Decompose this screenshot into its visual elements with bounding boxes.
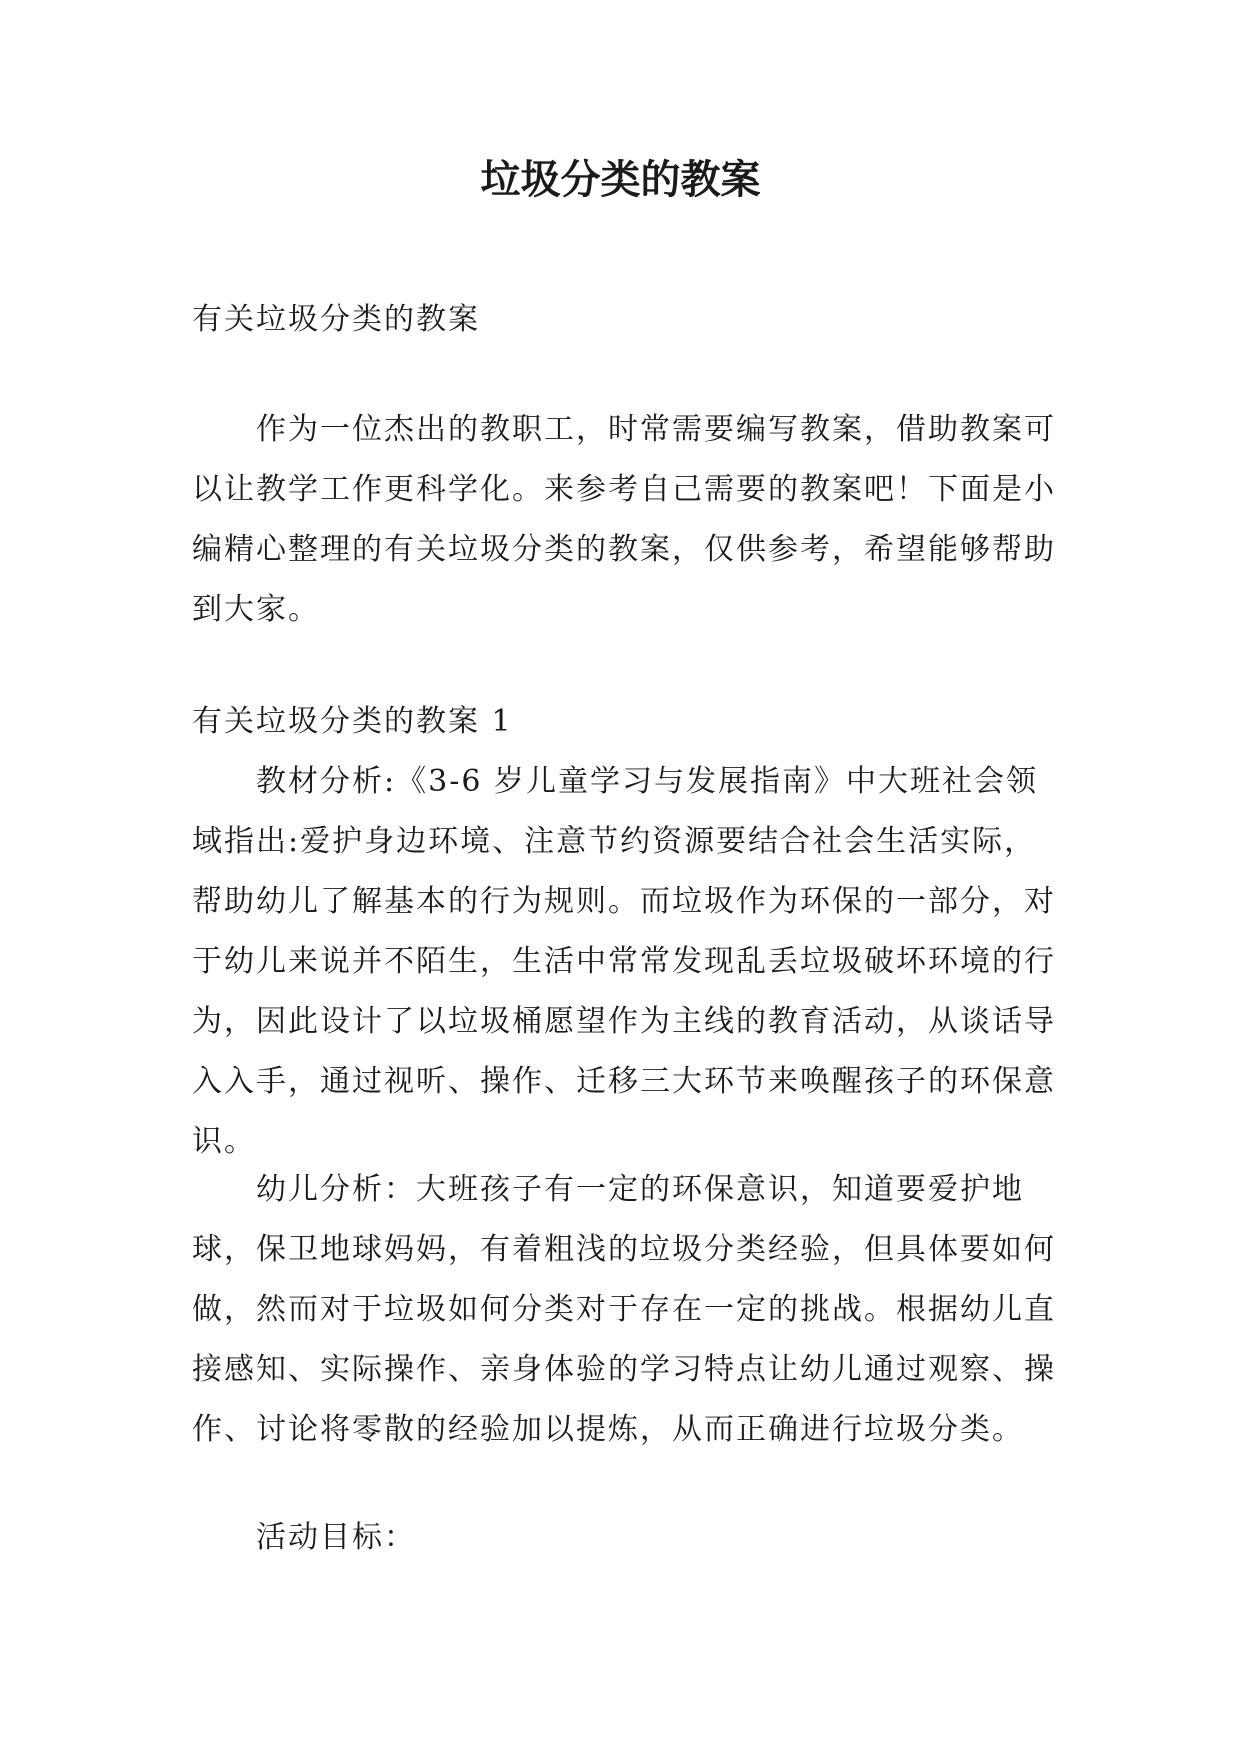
material-analysis-paragraph: 教材分析:《3-6 岁儿童学习与发展指南》中大班社会领域指出:爱护身边环境、注意节约资源要结合社会生活实际，帮助幼儿了解基本的行为规则。而垃圾作为环保的一部分，对于幼儿来说并不陌生，生活中常常发现乱丢垃圾破坏环境的行为，因此设计了以垃圾桶愿望作为主线的教育活动，从谈话导入入手，通过视听、操作、迁移三大环节来唤醒孩子的环保意识。	[192, 764, 1056, 1159]
intro-paragraph: 作为一位杰出的教职工，时常需要编写教案，借助教案可以让教学工作更科学化。来参考自己需要的教案吧！下面是小编精心整理的有关垃圾分类的教案，仅供参考，希望能够帮助到大家。	[192, 412, 1056, 627]
activity-goals-heading: 活动目标：	[256, 1520, 416, 1555]
child-analysis-paragraph: 幼儿分析：大班孩子有一定的环保意识，知道要爱护地球，保卫地球妈妈，有着粗浅的垃圾分类经验，但具体要如何做，然而对于垃圾如何分类对于存在一定的挑战。根据幼儿直接感知、实际操作、亲身体验的学习特点让幼儿通过观察、操作、讨论将零散的经验加以提炼，从而正确进行垃圾分类。	[192, 1172, 1056, 1447]
document-subtitle: 有关垃圾分类的教案	[192, 302, 480, 337]
section-heading: 有关垃圾分类的教案 1	[192, 704, 513, 739]
document-title: 垃圾分类的教案	[480, 157, 761, 203]
